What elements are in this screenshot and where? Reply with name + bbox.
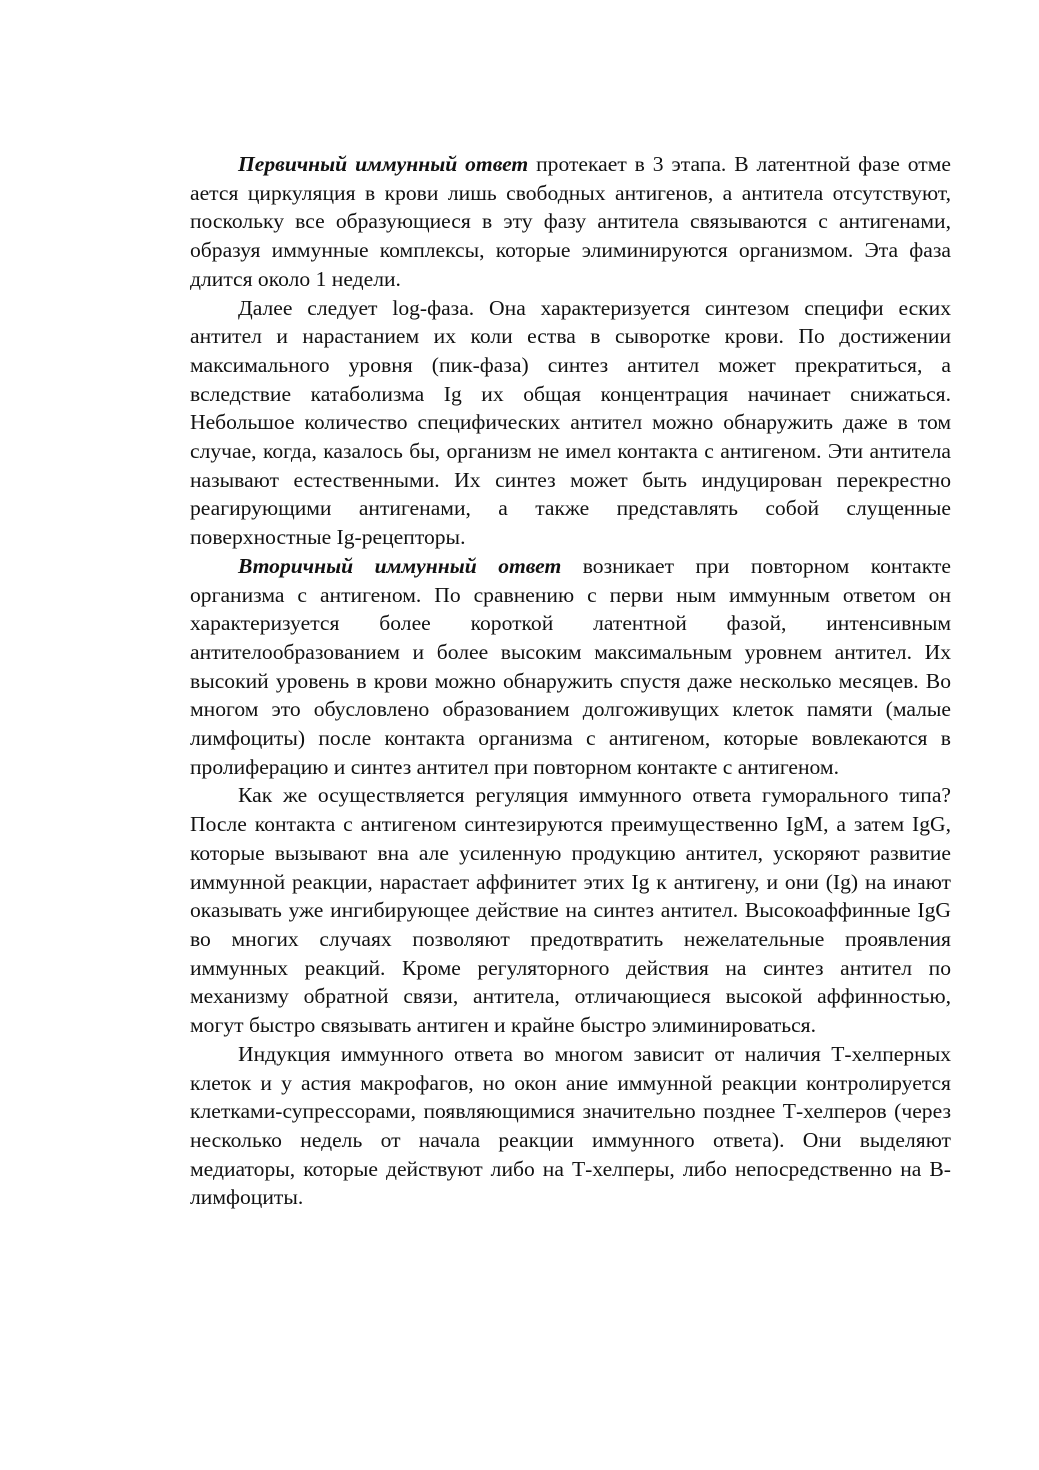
paragraph-text: протекает в 3 этапа. В латентной фазе отме ается циркуляция в крови лишь свободных антигенов, а антитела отсутствуют, поскольку все образующиеся в эту фазу антитела связываются с антигенами, образуя иммунные комплексы, которые элиминируются организмом. Эта фаза длится около 1 недели. xyxy=(190,152,951,291)
paragraph-text: Индукция иммунного ответа во многом зависит от наличия Т-хелперных клеток и у астия макрофагов, но окон ание иммунной реакции контролируется клетками-супрессорами, появляющимися значительно позднее Т-хелперов (через несколько недель от начала реакции иммунного ответа). Они выделяют медиаторы, которые действуют либо на Т-хелперы, либо непосредственно на В-лимфоциты. xyxy=(190,1041,951,1210)
paragraph-regulation xyxy=(190,781,951,1039)
paragraph-text: Далее следует log-фаза. Она характеризуется синтезом специфи еских антител и нарастанием их коли ества в сыворотке крови. По достижении максимального уровня (пик-фаза) синтез антител может прекратиться, а вследствие катаболизма Ig их общая концентрация начинает снижаться. Небольшое количество специфических антител можно обнаружить даже в том случае, когда, казалось бы, организм не имел контакта с антигеном. Эти антитела называют естественными. Их синтез может быть индуцирован перекрестно реагирующими антигенами, а также представлять собой слущенные поверхностные Ig-рецепторы. xyxy=(190,295,951,550)
paragraph-text: возникает при повторном контакте организма с антигеном. По сравнению с перви ным иммунным ответом он характеризуется более короткой латентной фазой, интенсивным антителообразованием и более высоким максимальным уровнем антител. Их высокий уровень в крови можно обнаружить спустя даже несколько месяцев. Во многом это обусловлено образованием долгоживущих клеток памяти (малые лимфоциты) после контакта организма с антигеном, которые вовлекаются в пролиферацию и синтез антител при повторном контакте с антигеном. xyxy=(190,553,951,779)
paragraph-induction xyxy=(190,1040,951,1212)
paragraph-text: Как же осуществляется регуляция иммунного ответа гуморального типа? После контакта с антигеном синтезируются преимущественно IgM, а затем IgG, которые вызывают вна але усиленную продукцию антител, ускоряют развитие иммунной реакции, нарастает аффинитет этих Ig к антигену, и они (Ig) на инают оказывать уже ингибирующее действие на синтез антител. Высокоаффинные IgG во многих случаях позволяют предотвратить нежелательные проявления иммунных реакций. Кроме регуляторного действия на синтез антител по механизму обратной связи, антитела, отличающиеся высокой аффинностью, могут быстро связывать антиген и крайне быстро элиминироваться. xyxy=(190,783,951,1038)
term-primary-immune-response: Первичный иммунный ответ xyxy=(238,152,529,176)
paragraph-primary-response xyxy=(190,150,951,294)
term-secondary-immune-response: Вторичный иммунный ответ xyxy=(238,553,562,578)
paragraph-secondary-response xyxy=(190,552,951,782)
paragraph-log-phase xyxy=(190,294,951,552)
document-body xyxy=(190,150,951,1212)
